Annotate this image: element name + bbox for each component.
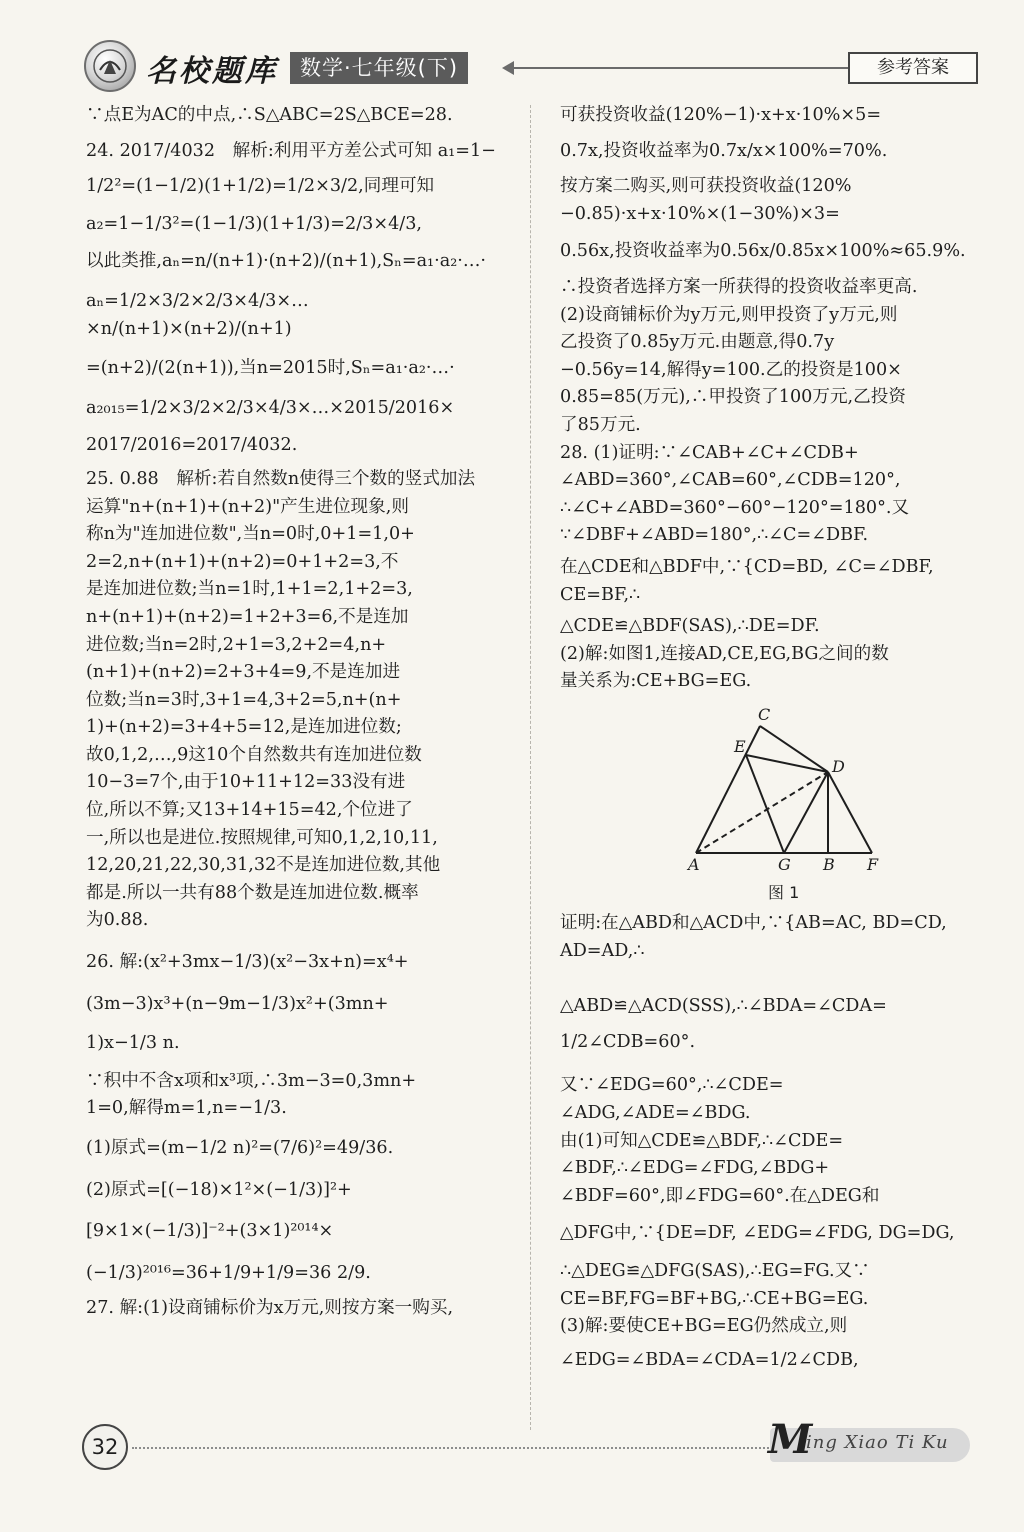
text-line: 由(1)可知△CDE≌△BDF,∴∠CDE= [560, 1130, 844, 1151]
text-line: 12,20,21,22,30,31,32不是连加进位数,其他 [86, 855, 441, 876]
text-line: △DFG中,∵{DE=DF, ∠EDG=∠FDG, DG=DG, [560, 1223, 955, 1244]
right-column [560, 102, 980, 696]
point-label-B: B [823, 855, 835, 874]
text-line: 1=0,解得m=1,n=−1/3. [86, 1098, 287, 1119]
text-line: 2017/2016=2017/4032. [86, 435, 298, 456]
text-line: ∴投资者选择方案一所获得的投资收益率更高. [560, 276, 918, 297]
text-line: 1)+(n+2)=3+4+5=12,是连加进位数; [86, 717, 402, 738]
text-line: 27. 解:(1)设商铺标价为x万元,则按方案一购买, [86, 1298, 454, 1319]
text-line: =(n+2)/(2(n+1)),当n=2015时,Sₙ=a₁·a₂·…· [86, 358, 455, 379]
point-label-A: A [688, 855, 700, 874]
left-column [86, 102, 502, 1323]
text-line: ∠ADG,∠ADE=∠BDG. [560, 1102, 751, 1123]
brand-title: 名校题库 [146, 54, 278, 89]
segment-AC [696, 726, 760, 853]
text-line: 1/2∠CDB=60°. [560, 1031, 696, 1052]
text-line: a₂₀₁₅=1/2×3/2×2/3×4/3×…×2015/2016× [86, 397, 455, 418]
segment-DG [784, 772, 828, 853]
text-line: 又∵∠EDG=60°,∴∠CDE= [560, 1075, 784, 1096]
text-line: aₙ=1/2×3/2×2/3×4/3×…×n/(n+1)×(n+2)/(n+1) [86, 290, 309, 339]
text-line: (n+1)+(n+2)=2+3+4=9,不是连加进 [86, 662, 401, 683]
text-line: 1)x−1/3 n. [86, 1033, 180, 1054]
text-line: 26. 解:(x²+3mx−1/3)(x²−3x+n)=x⁴+ [86, 952, 409, 973]
text-line: 一,所以也是进位.按照规律,可知0,1,2,10,11, [86, 827, 438, 848]
page-footer [0, 1410, 1024, 1490]
text-line: (2)设商铺标价为y万元,则甲投资了y万元,则 [560, 304, 898, 325]
text-line: 位,所以不算;又13+14+15=42,个位进了 [86, 800, 413, 821]
text-line: 24. 2017/4032 解析:利用平方差公式可知 a₁=1− [86, 140, 496, 161]
text-line: ∵积中不含x项和x³项,∴3m−3=0,3mn+ [86, 1070, 417, 1091]
subject-label: 数学·七年级(下) [290, 52, 468, 84]
page-header [0, 0, 1024, 100]
text-line: 在△CDE和△BDF中,∵{CD=BD, ∠C=∠DBF, CE=BF,∴ [560, 556, 934, 605]
text-line: 都是.所以一共有88个数是连加进位数.概率 [86, 882, 419, 903]
text-line: 称n为"连加进位数",当n=0时,0+1=1,0+ [86, 524, 415, 545]
text-line: 进位数;当n=2时,2+1=3,2+2=4,n+ [86, 634, 387, 655]
text-line: ∠BDF,∴∠EDG=∠FDG,∠BDG+ [560, 1158, 830, 1179]
footer-logo-letter: M [768, 1416, 813, 1463]
text-line: 故0,1,2,…,9这10个自然数共有连加进位数 [86, 744, 422, 765]
text-line: 10−3=7个,由于10+11+12=33没有进 [86, 772, 406, 793]
text-line: 25. 0.88 解析:若自然数n使得三个数的竖式加法 [86, 468, 476, 489]
text-line: 0.56x,投资收益率为0.56x/0.85x×100%≈65.9%. [560, 241, 966, 262]
text-line: △CDE≌△BDF(SAS),∴DE=DF. [560, 616, 820, 637]
text-line: [9×1×(−1/3)]⁻²+(3×1)²⁰¹⁴× [86, 1221, 334, 1242]
text-line: 0.7x,投资收益率为0.7x/x×100%=70%. [560, 140, 888, 161]
text-line: △ABD≌△ACD(SSS),∴∠BDA=∠CDA= [560, 996, 887, 1017]
text-line: 乙投资了0.85y万元.由题意,得0.7y [560, 332, 835, 353]
text-line: ∠BDF=60°,即∠FDG=60°.在△DEG和 [560, 1185, 880, 1206]
school-emblem-icon [84, 40, 136, 92]
text-line: 1/2²=(1−1/2)(1+1/2)=1/2×3/2,同理可知 [86, 176, 435, 197]
text-line: ∴△DEG≌△DFG(SAS),∴EG=FG.又∵ [560, 1260, 870, 1281]
text-line: 28. (1)证明:∵∠CAB+∠C+∠CDB+ [560, 442, 859, 463]
text-line: ∠EDG=∠BDA=∠CDA=1/2∠CDB, [560, 1349, 859, 1370]
text-line: −0.85)·x+x·10%×(1−30%)×3= [560, 203, 840, 224]
point-label-F: F [867, 855, 879, 874]
segment-DF [828, 772, 872, 853]
point-label-C: C [758, 705, 771, 724]
point-label-G: G [778, 855, 791, 874]
text-line: (2)原式=[(−18)×1²×(−1/3)]²+ [86, 1179, 352, 1200]
text-line: 2=2,n+(n+1)+(n+2)=0+1+2=3,不 [86, 551, 399, 572]
footer-brand-text: ing Xiao Ti Ku [806, 1432, 949, 1453]
text-line: 是连加进位数;当n=1时,1+1=2,1+2=3, [86, 579, 413, 600]
text-line: 0.85=85(万元),∴甲投资了100万元,乙投资 [560, 387, 906, 408]
text-line: n+(n+1)+(n+2)=1+2+3=6,不是连加 [86, 606, 409, 627]
text-line: 了85万元. [560, 414, 641, 435]
footer-rule [132, 1447, 772, 1449]
text-line: 量关系为:CE+BG=EG. [560, 671, 752, 692]
text-line: ∵点E为AC的中点,∴S△ABC=2S△BCE=28. [86, 105, 453, 125]
text-line: (3)解:要使CE+BG=EG仍然成立,则 [560, 1316, 848, 1337]
right-column-continued [560, 910, 980, 1374]
text-line: ∠ABD=360°,∠CAB=60°,∠CDB=120°, [560, 470, 901, 491]
point-label-E: E [734, 737, 746, 756]
text-line: a₂=1−1/3²=(1−1/3)(1+1/3)=2/3×4/3, [86, 213, 422, 234]
text-line: 按方案二购买,则可获投资收益(120% [560, 176, 852, 197]
segment-EG [746, 755, 784, 853]
text-line: 证明:在△ABD和△ACD中,∵{AB=AC, BD=CD, AD=AD,∴ [560, 913, 947, 961]
answer-key-label: 参考答案 [848, 52, 978, 84]
header-rule [508, 67, 848, 69]
triangle-figure [680, 700, 900, 905]
text-line: −0.56y=14,解得y=100.乙的投资是100× [560, 359, 902, 380]
text-line: 以此类推,aₙ=n/(n+1)·(n+2)/(n+1),Sₙ=a₁·a₂·…· [86, 251, 487, 272]
text-line: (2)解:如图1,连接AD,CE,EG,BG之间的数 [560, 643, 889, 664]
page-number: 32 [82, 1424, 128, 1470]
text-line: ∵∠DBF+∠ABD=180°,∴∠C=∠DBF. [560, 525, 869, 546]
text-line: CE=BF,FG=BF+BG,∴CE+BG=EG. [560, 1288, 869, 1309]
text-line: 位数;当n=3时,3+1=4,3+2=5,n+(n+ [86, 689, 402, 710]
text-line: (3m−3)x³+(n−9m−1/3)x²+(3mn+ [86, 993, 389, 1014]
figure-caption: 图 1 [768, 883, 800, 902]
point-label-D: D [832, 757, 845, 776]
text-line: (−1/3)²⁰¹⁶=36+1/9+1/9=36 2/9. [86, 1262, 371, 1283]
text-line: 为0.88. [86, 910, 149, 931]
text-line: ∴∠C+∠ABD=360°−60°−120°=180°.又 [560, 497, 910, 518]
text-line: (1)原式=(m−1/2 n)²=(7/6)²=49/36. [86, 1138, 394, 1158]
text-line: 可获投资收益(120%−1)·x+x·10%×5= [560, 105, 882, 125]
text-line: 运算"n+(n+1)+(n+2)"产生进位现象,则 [86, 496, 409, 517]
column-divider [530, 105, 531, 1430]
